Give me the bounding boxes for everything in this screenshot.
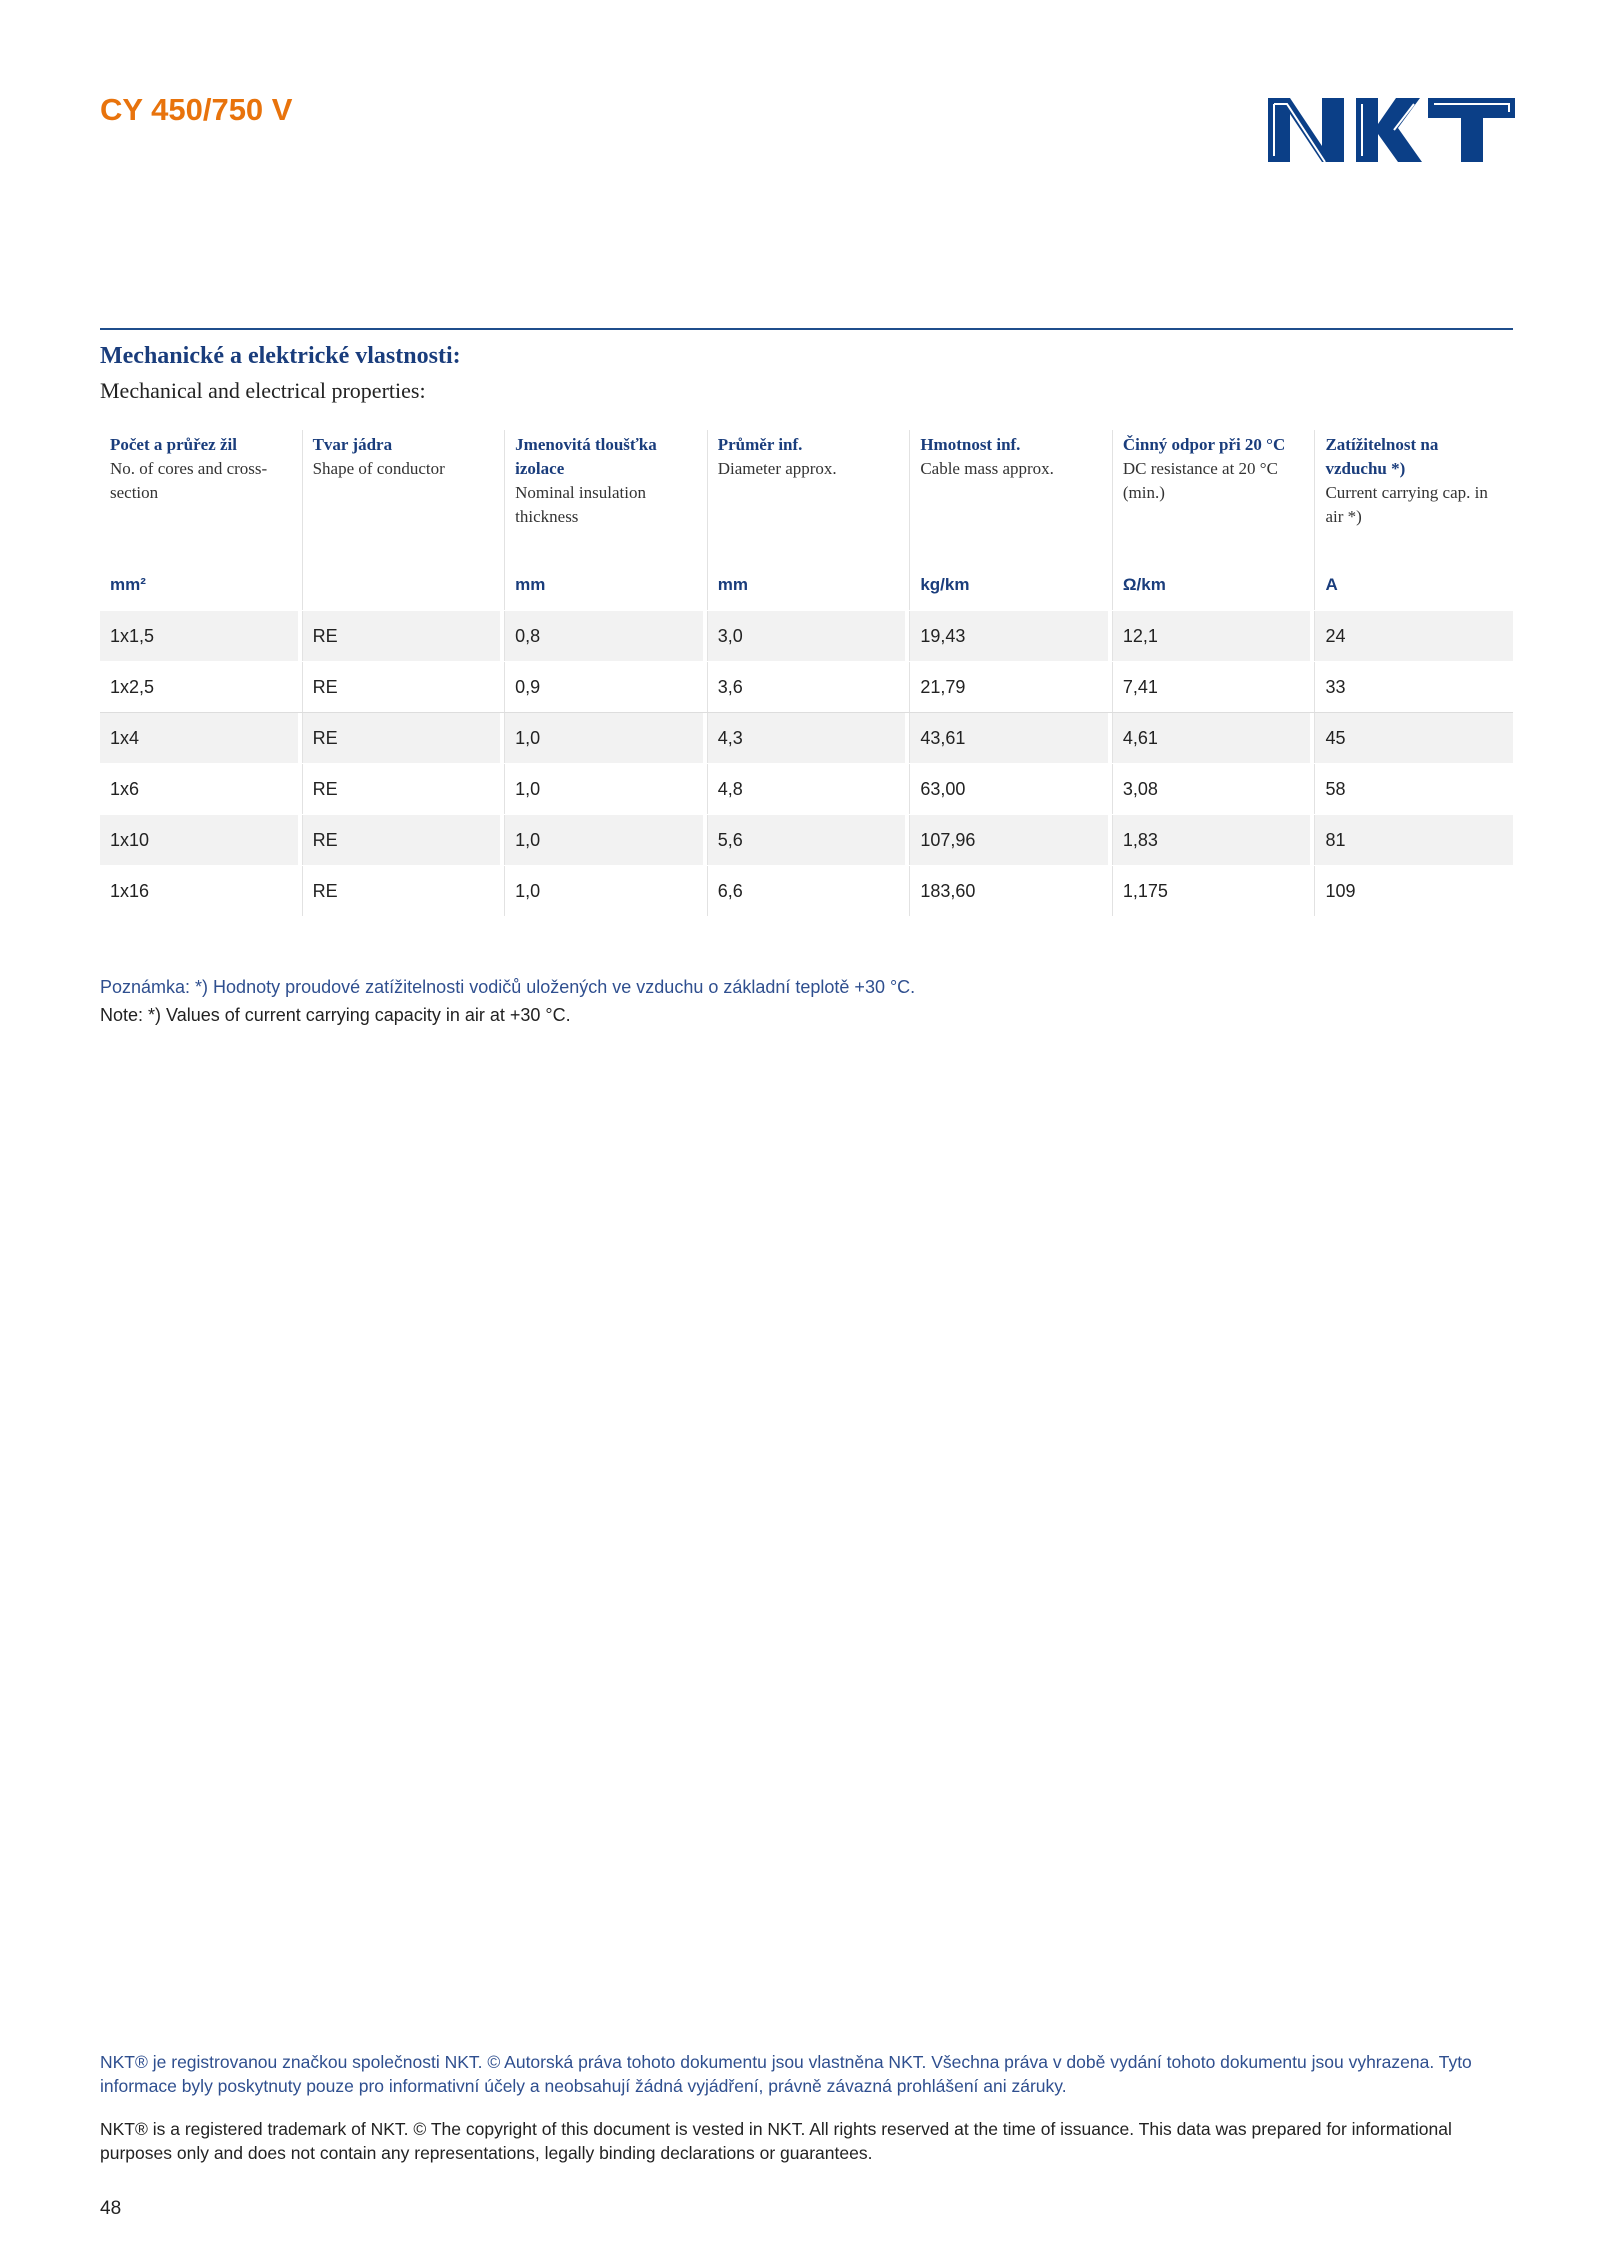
header-cell bbox=[909, 430, 1108, 560]
table-cell: 1,0 bbox=[504, 815, 703, 865]
header-label-czech: Činný odpor při 20 °C bbox=[1122, 435, 1286, 454]
table-cell: RE bbox=[302, 764, 501, 814]
unit-cell: mm² bbox=[110, 575, 146, 594]
table-cell: 81 bbox=[1314, 815, 1513, 865]
table-cell: RE bbox=[302, 611, 501, 661]
table-cell: 1,0 bbox=[504, 713, 703, 763]
table-cell: 4,61 bbox=[1112, 713, 1311, 763]
header-label-english: Cable mass approx. bbox=[920, 459, 1054, 478]
header-label-czech: Počet a průřez žil bbox=[110, 435, 237, 454]
table-row bbox=[100, 814, 1513, 865]
table-cell: 7,41 bbox=[1112, 662, 1311, 712]
table-cell: 33 bbox=[1314, 662, 1513, 712]
section-heading: Mechanické a elektrické vlastnosti: bbox=[100, 343, 461, 369]
header-label-czech: Tvar jádra bbox=[312, 435, 393, 454]
table-cell: 1,175 bbox=[1112, 866, 1311, 916]
table-cell: RE bbox=[302, 866, 501, 916]
table-row bbox=[100, 661, 1513, 712]
header-cell bbox=[1112, 430, 1311, 560]
table-cell: 1x16 bbox=[110, 881, 150, 901]
header-label-czech: Hmotnost inf. bbox=[920, 435, 1021, 454]
header-label-czech: Zatížitelnost na vzduchu *) bbox=[1325, 435, 1439, 478]
table-cell: 4,8 bbox=[707, 764, 906, 814]
table-cell: 0,9 bbox=[504, 662, 703, 712]
footer-legal-czech: NKT® je registrovanou značkou společnosti NKT. © Autorská práva tohoto dokumentu jsou vlastněna NKT. Všechna práva v době vydání tohoto dokumentu jsou vyhrazena. Tyto informace byly poskytnuty pouze pro informativní účely a neobsahují žádná vyjádření, právně závazná prohlášení ani záruky. bbox=[100, 2052, 1472, 2096]
header-label-english: Shape of conductor bbox=[312, 459, 445, 478]
header-label-english: DC resistance at 20 °C (min.) bbox=[1122, 459, 1278, 502]
table-cell: 1,83 bbox=[1112, 815, 1311, 865]
table-cell: 107,96 bbox=[909, 815, 1108, 865]
table-cell: 0,8 bbox=[504, 611, 703, 661]
table-cell: 45 bbox=[1314, 713, 1513, 763]
table-cell: 1x1,5 bbox=[100, 611, 298, 661]
table-cell: 4,3 bbox=[707, 713, 906, 763]
table-cell: 109 bbox=[1314, 866, 1513, 916]
unit-cell: A bbox=[1314, 560, 1513, 610]
section-divider bbox=[100, 328, 1513, 330]
table-cell: RE bbox=[302, 713, 501, 763]
table-row bbox=[100, 610, 1513, 661]
note-english: Note: *) Values of current carrying capacity in air at +30 °C. bbox=[100, 1005, 571, 1025]
header-cell bbox=[504, 430, 703, 560]
table-header-row bbox=[100, 430, 1513, 560]
header-label-english: No. of cores and cross-section bbox=[110, 459, 268, 502]
table-cell: 21,79 bbox=[909, 662, 1108, 712]
section-subheading: Mechanical and electrical properties: bbox=[100, 378, 426, 403]
header-cell bbox=[302, 430, 501, 560]
unit-cell bbox=[302, 560, 501, 610]
properties-table bbox=[100, 430, 1513, 916]
table-cell: 5,6 bbox=[707, 815, 906, 865]
table-units-row bbox=[100, 560, 1513, 610]
table-row bbox=[100, 712, 1513, 763]
page-number: 48 bbox=[100, 2198, 122, 2219]
table-cell: 1x4 bbox=[100, 713, 298, 763]
table-cell: RE bbox=[302, 662, 501, 712]
table-cell: 24 bbox=[1314, 611, 1513, 661]
table-cell: 58 bbox=[1314, 764, 1513, 814]
header-label-czech: Průměr inf. bbox=[717, 435, 803, 454]
nkt-logo bbox=[1268, 98, 1515, 162]
unit-cell: kg/km bbox=[909, 560, 1108, 610]
table-cell: 1,0 bbox=[504, 764, 703, 814]
table-cell: 183,60 bbox=[909, 866, 1108, 916]
table-row bbox=[100, 865, 1513, 916]
unit-cell: Ω/km bbox=[1112, 560, 1311, 610]
header-label-czech: Jmenovitá tloušťka izolace bbox=[515, 435, 657, 478]
header-label-english: Nominal insulation thickness bbox=[515, 483, 646, 526]
table-cell: 6,6 bbox=[707, 866, 906, 916]
table-cell: RE bbox=[302, 815, 501, 865]
table-cell: 12,1 bbox=[1112, 611, 1311, 661]
header-label-english: Current carrying cap. in air *) bbox=[1325, 483, 1488, 526]
unit-cell: mm bbox=[707, 560, 906, 610]
header-cell bbox=[1314, 430, 1513, 560]
product-title: CY 450/750 V bbox=[100, 92, 293, 127]
table-cell: 43,61 bbox=[909, 713, 1108, 763]
unit-cell: mm bbox=[504, 560, 703, 610]
table-cell: 3,6 bbox=[707, 662, 906, 712]
table-cell: 63,00 bbox=[909, 764, 1108, 814]
table-cell: 1x2,5 bbox=[110, 677, 155, 697]
footer-legal-english: NKT® is a registered trademark of NKT. © The copyright of this document is vested in NKT. All rights reserved at the time of issuance. This data was prepared for informational purposes only and does not contain any representations, legally binding declarations or guarantees. bbox=[100, 2119, 1452, 2163]
header-cell bbox=[707, 430, 906, 560]
table-cell: 1,0 bbox=[504, 866, 703, 916]
table-cell: 3,0 bbox=[707, 611, 906, 661]
table-row bbox=[100, 763, 1513, 814]
note-czech: Poznámka: *) Hodnoty proudové zatížitelnosti vodičů uložených ve vzduchu o základní teplotě +30 °C. bbox=[100, 977, 916, 997]
header-cell bbox=[100, 430, 298, 560]
table-cell: 1x6 bbox=[110, 779, 140, 799]
table-cell: 1x10 bbox=[100, 815, 298, 865]
table-cell: 19,43 bbox=[909, 611, 1108, 661]
header-label-english: Diameter approx. bbox=[717, 459, 837, 478]
table-cell: 3,08 bbox=[1112, 764, 1311, 814]
